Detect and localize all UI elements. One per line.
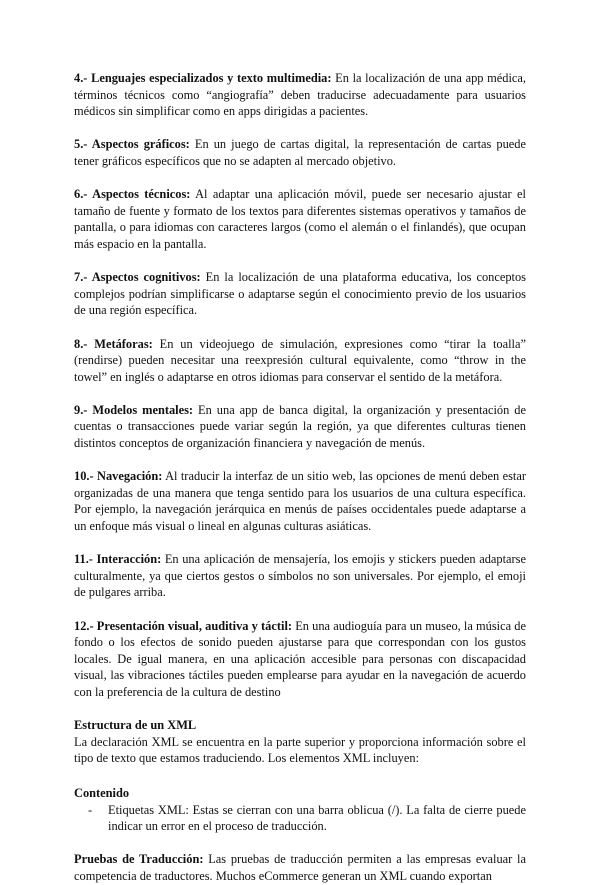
item-text: En una app de banca digital, la organización y presentación de cuentas o transacciones puede variar según la región, ya que diferentes culturas tienen distintos conceptos de organización financiera y navegación de menús.	[74, 402, 527, 451]
paragraph-item-12	[74, 618, 526, 701]
item-label: 8.- Metáforas:	[74, 336, 153, 351]
paragraph-item-5	[74, 136, 526, 169]
paragraph-item-8	[74, 336, 526, 386]
item-label: 10.- Navegación:	[74, 469, 163, 484]
section-title-xml: Estructura de un XML	[74, 718, 197, 733]
list-item-text: Etiquetas XML: Estas se cierran con una barra oblicua (/). La falta de cierre puede indicar un error en el proceso de traducción.	[108, 802, 526, 834]
list-item	[74, 802, 526, 835]
paragraph-item-7	[74, 269, 526, 319]
item-text: Al traducir la interfaz de un sitio web, las opciones de menú deben estar organizadas de una manera que tenga sentido para los usuarios de una cultura específica. Por ejemplo, la navegación jerárquica en menús de países occidentales puede adaptarse a un enfoque más visual o lineal en algunas culturas asiáticas.	[74, 469, 526, 534]
item-label: 9.- Modelos mentales:	[74, 402, 194, 417]
paragraph-item-10	[74, 468, 526, 534]
item-text: En la localización de una plataforma educativa, los conceptos complejos podrían simplificarse o adaptarse según el conocimiento previo de los usuarios de una región específica.	[74, 270, 526, 318]
item-label: 6.- Aspectos técnicos:	[74, 187, 191, 202]
item-label: 7.- Aspectos cognitivos:	[74, 270, 201, 285]
paragraph-item-11	[74, 551, 526, 601]
section-intro: La declaración XML se encuentra en la parte superior y proporciona información sobre el tipo de texto que estamos traduciendo. Los elementos XML incluyen:	[74, 734, 526, 766]
item-text: En una aplicación de mensajería, los emojis y stickers pueden adaptarse culturalmente, ya que ciertos gestos o símbolos no son universales. Por ejemplo, el emoji de pulgares arriba.	[74, 552, 527, 600]
item-text: En la localización de una app médica, términos técnicos como “angiografía” deben traducirse adecuadamente para usuarios médicos sin simplificar como en apps dirigidas a pacientes.	[74, 71, 527, 119]
item-text: En una audioguía para un museo, la música de fondo o los efectos de sonido pueden ajustarse para que correspondan con los gustos locales. De igual manera, en una aplicación accesible para personas con discapacidad visual, las vibraciones táctiles pueden emplearse para ayudar en la navegación de acuerdo con la preferencia de la cultura de destino	[74, 618, 526, 699]
item-label: 4.- Lenguajes especializados y texto multimedia:	[74, 71, 332, 85]
subheading-contenido: Contenido	[74, 785, 130, 800]
item-label: Pruebas de Traducción:	[74, 852, 204, 867]
item-text: En un videojuego de simulación, expresiones como “tirar la toalla” (rendirse) pueden necesitar una reexpresión cultural equivalente, como “throw in the towel” en inglés o adaptarse en otros idiomas para conservar el sentido de la metáfora.	[74, 336, 526, 384]
item-label: 11.- Interacción:	[74, 552, 162, 567]
item-label: 5.- Aspectos gráficos:	[74, 137, 190, 152]
item-label: 12.- Presentación visual, auditiva y táctil:	[74, 618, 293, 633]
item-text: Las pruebas de traducción permiten a las empresas evaluar la competencia de traductores. Muchos eCommerce generan un XML cuando exportan	[74, 852, 526, 883]
item-text: En un juego de cartas digital, la representación de cartas puede tener gráficos específicos que no se adapten al mercado objetivo.	[74, 137, 526, 168]
item-text: Al adaptar una aplicación móvil, puede ser necesario ajustar el tamaño de fuente y formato de los textos para diferentes sistemas operativos y tamaños de pantalla, o para idiomas con caracteres largos (como el alemán o el finlandés), que ocupan más espacio en la pantalla.	[74, 187, 526, 251]
paragraph-item-9	[74, 402, 526, 452]
paragraph-item-4	[74, 70, 526, 120]
bullet-dash: -	[88, 802, 93, 817]
paragraph-item-6	[74, 186, 526, 252]
paragraph-pruebas	[74, 851, 526, 884]
